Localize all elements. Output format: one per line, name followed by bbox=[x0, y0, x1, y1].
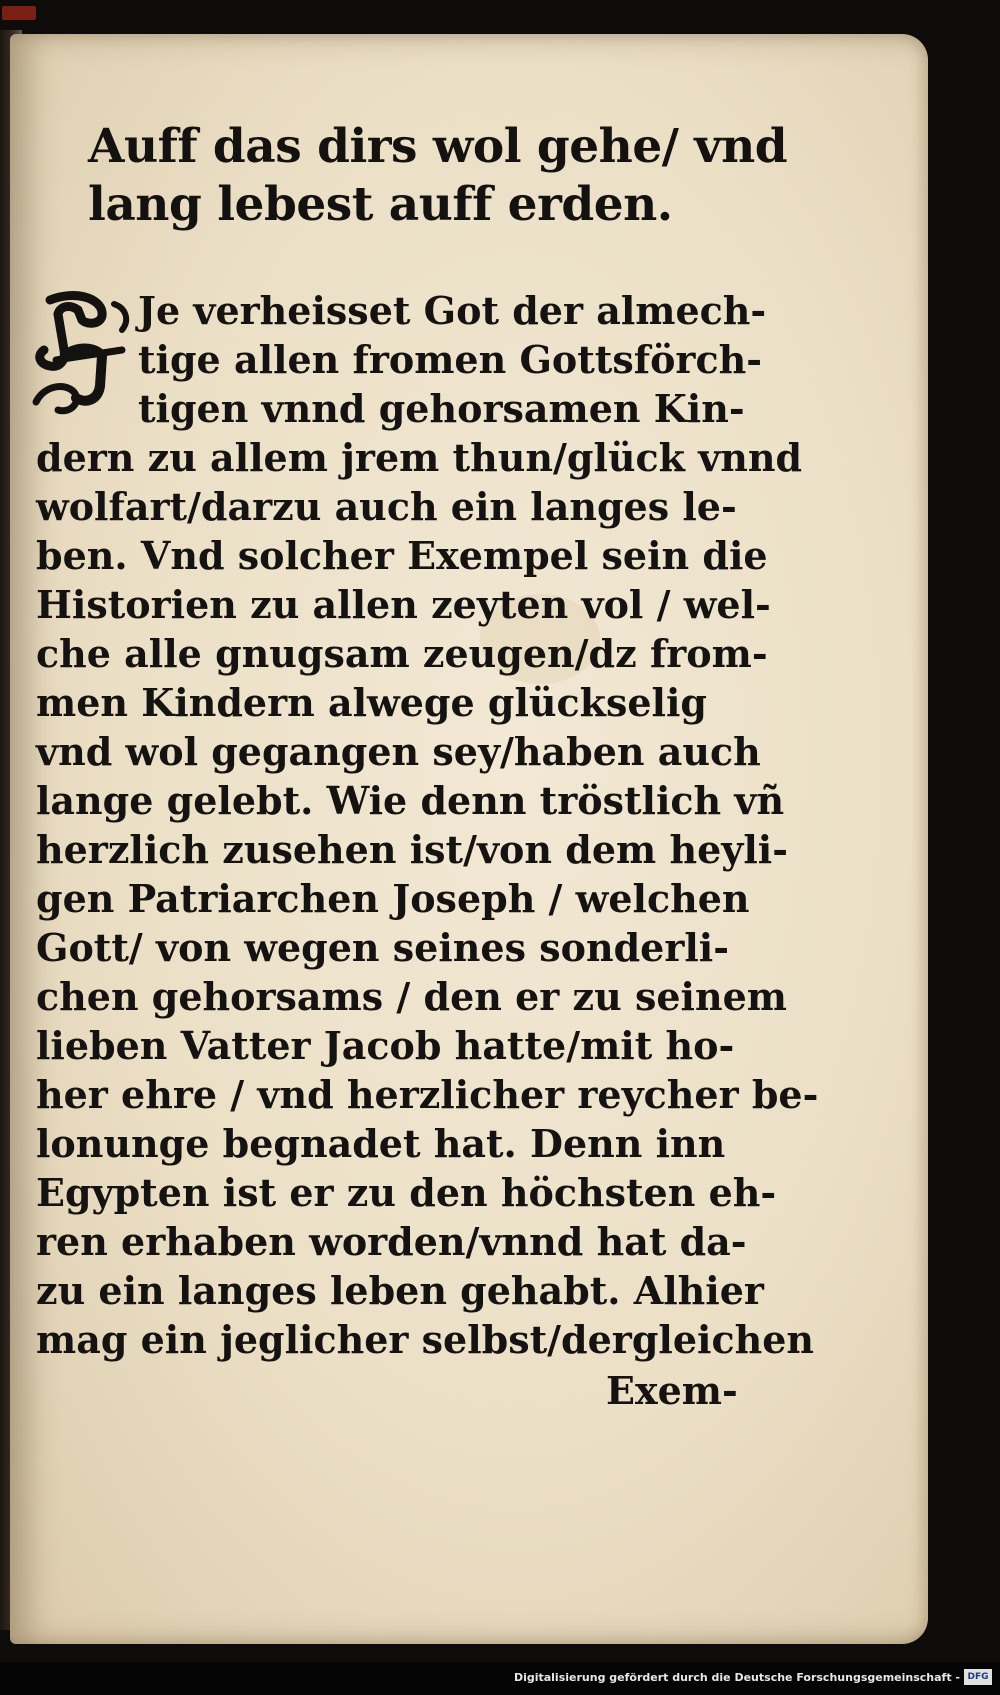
text-line: Egypten ist er zu den höchsten eh- bbox=[36, 1170, 777, 1215]
text-line: chen gehorsams / den er zu seinem bbox=[36, 974, 787, 1019]
text-line: che alle gnugsam zeugen/dz from- bbox=[36, 631, 768, 676]
text-line: her ehre / vnd herzlicher reycher be- bbox=[36, 1072, 819, 1117]
text-line: Je verheisset Got der almech- bbox=[138, 288, 767, 333]
heading-line-2: lang lebest auff erden. bbox=[88, 177, 673, 232]
text-line: vnd wol gegangen sey/haben auch bbox=[36, 729, 761, 774]
text-line: mag ein jeglicher selbst/dergleichen bbox=[36, 1317, 815, 1362]
text-line: lange gelebt. Wie denn tröstlich vñ bbox=[36, 778, 785, 823]
color-marker bbox=[2, 6, 36, 20]
text-line: tigen vnnd gehorsamen Kin- bbox=[138, 386, 745, 431]
text-line: herzlich zusehen ist/von dem heyli- bbox=[36, 827, 788, 872]
text-line: tige allen fromen Gottsförch- bbox=[138, 337, 762, 382]
dfg-logo-icon: DFG bbox=[964, 1669, 992, 1685]
text-line: lieben Vatter Jacob hatte/mit ho- bbox=[36, 1023, 735, 1068]
page-heading bbox=[88, 118, 848, 234]
heading-line-1: Auff das dirs wol gehe/ vnd bbox=[88, 119, 788, 174]
text-line: ben. Vnd solcher Exempel sein die bbox=[36, 533, 768, 578]
text-line: ren erhaben worden/vnnd hat da- bbox=[36, 1219, 747, 1264]
text-line: Gott/ von wegen seines sonderli- bbox=[36, 925, 729, 970]
text-line: lonunge begnadet hat. Denn inn bbox=[36, 1121, 726, 1166]
text-line: dern zu allem jrem thun/glück vnnd bbox=[36, 435, 803, 480]
text-line: zu ein langes leben gehabt. Alhier bbox=[36, 1268, 764, 1313]
text-line: men Kindern alwege glückselig bbox=[36, 680, 707, 725]
footer-bar bbox=[0, 1662, 1000, 1695]
text-line: wolfart/darzu auch ein langes le- bbox=[36, 484, 737, 529]
funding-credit: Digitalisierung gefördert durch die Deutsche Forschungsgemeinschaft - bbox=[513, 1671, 960, 1684]
text-line: Historien zu allen zeyten vol / wel- bbox=[36, 582, 771, 627]
text-line: gen Patriarchen Joseph / welchen bbox=[36, 876, 750, 921]
body-text bbox=[36, 286, 819, 1364]
catchword: Exem- bbox=[606, 1368, 738, 1413]
